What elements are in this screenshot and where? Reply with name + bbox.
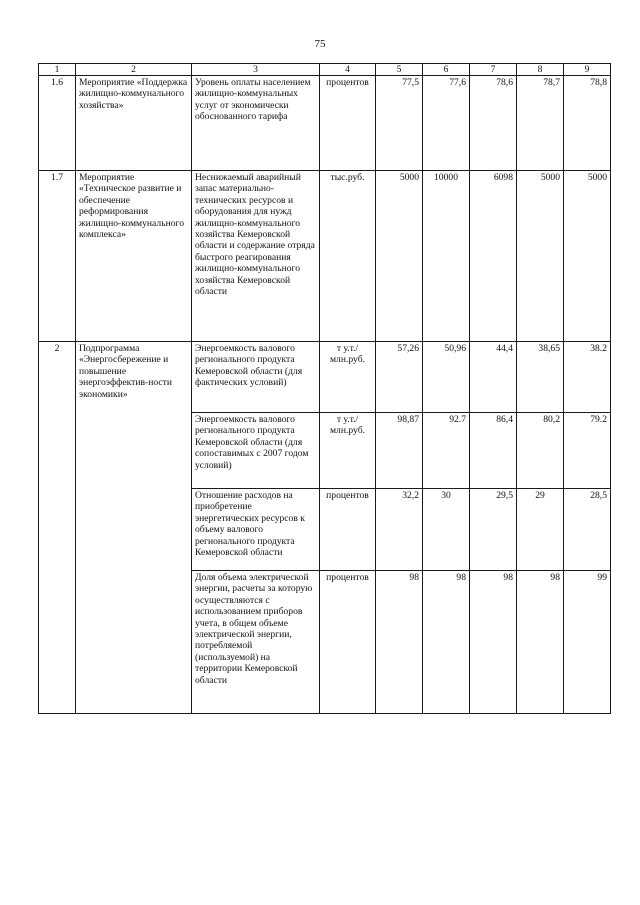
row-number: 1.6 (39, 76, 76, 171)
value-cell: 38.2 (564, 342, 611, 413)
row-number: 2 (39, 342, 76, 714)
header-cell: 7 (470, 64, 517, 76)
value-cell: 5000 (564, 171, 611, 342)
unit-cell: тыс.руб. (320, 171, 376, 342)
header-cell: 2 (76, 64, 192, 76)
value-cell: 5000 (376, 171, 423, 342)
value-cell: 38,65 (517, 342, 564, 413)
indicator-name: Неснижаемый аварийный запас материально-технических ресурсов и оборудования для нужд жилищно-коммунального хозяйства Кемеровской области и содержание отряда быстрого реагирования жилищно-коммунального хозяйства Кемеровской области (192, 171, 320, 342)
value-cell: 78,8 (564, 76, 611, 171)
table-row-2 (39, 342, 611, 413)
value-cell: 80,2 (517, 413, 564, 489)
row-number: 1.7 (39, 171, 76, 342)
table-row-1-6 (39, 76, 611, 171)
subprogram-name: Подпрограмма «Энергосбережение и повышение энергоэффектив-ности экономики» (76, 342, 192, 714)
value-cell: 78,6 (470, 76, 517, 171)
value-cell: 79.2 (564, 413, 611, 489)
value-cell: 98,87 (376, 413, 423, 489)
header-cell: 5 (376, 64, 423, 76)
unit-cell: т у.т./ млн.руб. (320, 413, 376, 489)
value-cell: 44,4 (470, 342, 517, 413)
value-cell: 28,5 (564, 489, 611, 571)
page-number: 75 (314, 38, 326, 50)
measure-name: Мероприятие «Поддержка жилищно-коммунального хозяйства» (76, 76, 192, 171)
value-cell: 98 (470, 571, 517, 714)
value-cell: 6098 (470, 171, 517, 342)
header-cell: 1 (39, 64, 76, 76)
value-cell: 92.7 (423, 413, 470, 489)
header-cell: 4 (320, 64, 376, 76)
value-cell: 32,2 (376, 489, 423, 571)
value-cell: 30 (423, 489, 470, 571)
table-header-row (39, 64, 611, 76)
header-cell: 6 (423, 64, 470, 76)
header-cell: 8 (517, 64, 564, 76)
unit-cell: процентов (320, 76, 376, 171)
value-cell: 98 (376, 571, 423, 714)
indicator-name: Энергоемкость валового регионального продукта Кемеровской области (для сопоставимых с 2007 годом условий) (192, 413, 320, 489)
unit-cell: процентов (320, 571, 376, 714)
indicator-name: Энергоемкость валового регионального продукта Кемеровской области (для фактических условий) (192, 342, 320, 413)
measure-name: Мероприятие «Техническое развитие и обеспечение реформирования жилищно-коммунального комплекса» (76, 171, 192, 342)
header-cell: 9 (564, 64, 611, 76)
value-cell: 29,5 (470, 489, 517, 571)
value-cell: 29 (517, 489, 564, 571)
value-cell: 98 (517, 571, 564, 714)
value-cell: 77,6 (423, 76, 470, 171)
indicator-name: Уровень оплаты населением жилищно-коммунальных услуг от экономически обоснованного тарифа (192, 76, 320, 171)
unit-cell: т у.т./ млн.руб. (320, 342, 376, 413)
value-cell: 5000 (517, 171, 564, 342)
value-cell: 10000 (423, 171, 470, 342)
table-row-1-7 (39, 171, 611, 342)
indicators-table (38, 63, 611, 714)
header-cell: 3 (192, 64, 320, 76)
value-cell: 99 (564, 571, 611, 714)
value-cell: 57,26 (376, 342, 423, 413)
value-cell: 77,5 (376, 76, 423, 171)
value-cell: 50,96 (423, 342, 470, 413)
value-cell: 78,7 (517, 76, 564, 171)
value-cell: 98 (423, 571, 470, 714)
indicator-name: Отношение расходов на приобретение энергетических ресурсов к объему валового регионального продукта Кемеровской области (192, 489, 320, 571)
value-cell: 86,4 (470, 413, 517, 489)
unit-cell: процентов (320, 489, 376, 571)
indicator-name: Доля объема электрической энергии, расчеты за которую осуществляются с использованием приборов учета, в общем объеме электрической энергии, потребляемой (используемой) на территории Кемеровской области (192, 571, 320, 714)
